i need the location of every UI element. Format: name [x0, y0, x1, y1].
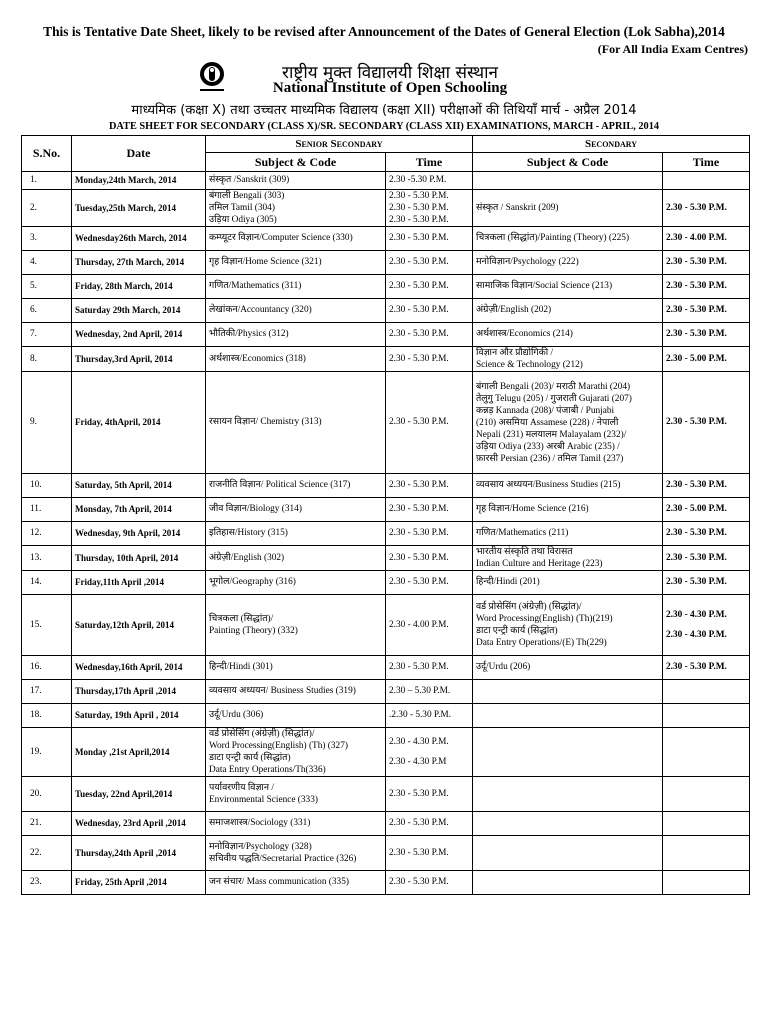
cell-sno: 14.	[22, 571, 72, 595]
cell-sno: 3.	[22, 227, 72, 251]
cell-sr-time-line: 2.30 - 5.30 P.M.	[389, 552, 449, 563]
cell-sr-subject-line: रसायन विज्ञान/ Chemistry (313)	[209, 417, 322, 427]
cell-sec-subject	[473, 595, 663, 656]
cell-sno: 20.	[22, 777, 72, 812]
cell-sr-time	[386, 323, 473, 347]
cell-date: Saturday, 5th April, 2014	[72, 474, 206, 498]
cell-sno: 6.	[22, 299, 72, 323]
cell-sr-time	[386, 299, 473, 323]
cell-sr-time-line: 2.30 - 5.30 P.M.	[389, 191, 449, 201]
cell-sr-subject-line: मनोविज्ञान/Psychology (328)	[209, 842, 312, 852]
cell-sec-subject-line: Science & Technology (212)	[476, 360, 583, 370]
cell-sr-time-line: 2.30 - 5.30 P.M.	[389, 417, 449, 427]
cell-sr-time	[386, 227, 473, 251]
cell-date: Wednesday, 23rd April ,2014	[72, 812, 206, 836]
cell-sec-time-line: 2.30 - 5.30 P.M.	[666, 305, 727, 315]
cell-sec-subject	[473, 812, 663, 836]
cell-sec-subject	[473, 522, 663, 546]
cell-sno: 11.	[22, 498, 72, 522]
table-row	[22, 275, 750, 299]
date-sheet-title: DATE SHEET FOR SECONDARY (CLASS X)/SR. SECONDARY (CLASS XII) EXAMINATIONS, MARCH - APRIL, 2014	[108, 121, 660, 132]
cell-sec-time	[663, 522, 750, 546]
header-sr-subject: Subject & Code	[206, 153, 386, 172]
cell-date: Saturday, 19th April , 2014	[72, 704, 206, 728]
cell-date: Wednesday, 9th April, 2014	[72, 522, 206, 546]
cell-sr-time	[386, 190, 473, 227]
cell-sec-time	[663, 571, 750, 595]
cell-sec-time-line: 2.30 - 4.00 P.M.	[666, 233, 727, 243]
cell-sno: 12.	[22, 522, 72, 546]
cell-date: Saturday 29th March, 2014	[72, 299, 206, 323]
cell-sr-subject	[206, 777, 386, 812]
cell-sr-subject-line: इतिहास/History (315)	[209, 528, 288, 538]
cell-sr-time-line: 2.30 - 5.30 P.M.	[389, 329, 449, 339]
cell-date: Friday, 28th March, 2014	[72, 275, 206, 299]
cell-date: Friday,11th April ,2014	[72, 571, 206, 595]
cell-sno: 13.	[22, 546, 72, 571]
table-row	[22, 172, 750, 190]
cell-sec-time	[663, 595, 750, 656]
cell-sec-time-line: 2.30 - 5.30 P.M.	[666, 257, 727, 267]
header-sec-subject: Subject & Code	[473, 153, 663, 172]
cell-sr-time	[386, 777, 473, 812]
cell-sec-time-line: 2.30 - 5.00 P.M.	[666, 353, 727, 364]
cell-sr-time	[386, 595, 473, 656]
cell-sr-subject	[206, 190, 386, 227]
cell-sec-time-line: 2.30 - 5.30 P.M.	[666, 417, 727, 427]
cell-sec-time	[663, 299, 750, 323]
cell-sec-subject	[473, 227, 663, 251]
cell-sr-time-line: 2.30 - 4.30 P.M.	[389, 737, 449, 747]
cell-sec-time-line: 2.30 - 5.30 P.M.	[666, 480, 727, 490]
cell-sec-time-line: 2.30 - 5.30 P.M.	[666, 202, 727, 213]
cell-sr-subject-line: बंगाली Bengali (303)	[209, 191, 285, 201]
cell-sec-subject-line: चित्रकला (सिद्धांत)/Painting (Theory) (225)	[476, 233, 630, 243]
cell-date: Tuesday, 22nd April,2014	[72, 777, 206, 812]
cell-sec-subject	[473, 777, 663, 812]
cell-sec-time-line: 2.30 - 5.30 P.M.	[666, 662, 727, 672]
cell-sec-time	[663, 812, 750, 836]
cell-sr-subject-line: Painting (Theory) (332)	[209, 626, 298, 636]
cell-sec-subject-line: विज्ञान और प्रौद्योगिकी /	[476, 348, 554, 358]
table-row	[22, 372, 750, 474]
cell-sec-time	[663, 656, 750, 680]
cell-sr-subject-line: संस्कृत /Sanskrit (309)	[209, 175, 290, 185]
cell-sec-time	[663, 190, 750, 227]
table-row	[22, 498, 750, 522]
table-row	[22, 227, 750, 251]
table-row	[22, 871, 750, 895]
cell-sr-time	[386, 347, 473, 372]
cell-sec-time	[663, 172, 750, 190]
cell-sr-subject	[206, 728, 386, 777]
cell-sr-subject-line: जीव विज्ञान/Biology (314)	[209, 504, 302, 514]
cell-sr-subject-line: पर्यावरणीय विज्ञान /	[209, 783, 274, 793]
cell-sr-subject	[206, 522, 386, 546]
cell-sr-subject	[206, 704, 386, 728]
table-row	[22, 812, 750, 836]
cell-sr-subject-line: लेखांकन/Accountancy (320)	[209, 305, 312, 315]
cell-sec-subject	[473, 372, 663, 474]
cell-sec-time	[663, 474, 750, 498]
cell-sec-subject-line: अंग्रेज़ी/English (202)	[476, 305, 552, 315]
table-row	[22, 571, 750, 595]
cell-sec-subject	[473, 498, 663, 522]
cell-sno: 18.	[22, 704, 72, 728]
cell-sno: 8.	[22, 347, 72, 372]
cell-date: Thursday,17th April ,2014	[72, 680, 206, 704]
cell-sec-time	[663, 275, 750, 299]
cell-sr-time-line: 2.30 - 5.30 P.M.	[389, 577, 449, 587]
cell-sr-subject	[206, 323, 386, 347]
cell-sr-subject-line: जन संचार/ Mass communication (335)	[209, 877, 349, 887]
cell-sr-time-line: 2.30 -5.30 P.M.	[389, 175, 447, 185]
cell-sec-subject-line: अर्थशास्त्र/Economics (214)	[476, 329, 573, 339]
cell-sr-subject	[206, 227, 386, 251]
cell-sr-subject-line: भौतिकी/Physics (312)	[209, 329, 289, 339]
cell-sno: 10.	[22, 474, 72, 498]
cell-sr-subject-line: भूगोल/Geography (316)	[209, 577, 296, 587]
cell-sec-subject	[473, 474, 663, 498]
cell-sec-subject-line: Indian Culture and Heritage (223)	[476, 559, 603, 569]
cell-sec-subject	[473, 275, 663, 299]
cell-sr-subject-line: उर्दू/Urdu (306)	[209, 710, 264, 720]
cell-sr-subject-line: Environmental Science (333)	[209, 795, 318, 805]
cell-sec-time	[663, 777, 750, 812]
cell-sr-time	[386, 275, 473, 299]
cell-sec-time-line: 2.30 - 5.30 P.M.	[666, 329, 727, 339]
cell-date: Thursday,3rd April, 2014	[72, 347, 206, 372]
cell-sr-time	[386, 680, 473, 704]
cell-sr-subject	[206, 251, 386, 275]
cell-sr-time	[386, 498, 473, 522]
cell-sr-subject-line: व्यवसाय अध्ययन/ Business Studies (319)	[209, 686, 356, 696]
cell-sec-subject-line: भारतीय संस्कृति तथा विरासत	[476, 547, 573, 557]
cell-sr-time-line: 2.30 - 4.00 P.M.	[389, 619, 449, 630]
cell-sec-time-line: 2.30 - 5.30 P.M.	[666, 281, 727, 291]
cell-sec-time	[663, 871, 750, 895]
header-date: Date	[72, 136, 206, 172]
cell-sec-subject-line: मनोविज्ञान/Psychology (222)	[476, 257, 579, 267]
cell-sr-subject-line: वर्ड प्रोसेसिंग (अंग्रेज़ी) (सिद्धांत)/	[209, 729, 315, 739]
cell-sr-time-line: 2.30 - 5.30 P.M.	[389, 877, 449, 887]
cell-sno: 9.	[22, 372, 72, 474]
cell-sec-time-line: 2.30 - 4.30 P.M.	[666, 630, 727, 640]
cell-sec-time-line: 2.30 - 4.30 P.M.	[666, 610, 727, 620]
cell-sr-time-line: 2.30 - 5.30 P.M.	[389, 257, 449, 267]
cell-sec-subject-line: उड़िया Odiya (233) अरबी Arabic (235) /	[476, 441, 620, 452]
cell-sr-time-line: 2.30 - 5.30 P.M.	[389, 528, 449, 538]
cell-sec-subject	[473, 656, 663, 680]
cell-sr-time	[386, 251, 473, 275]
cell-sr-time-line: 2.30 - 4.30 P.M	[389, 757, 447, 767]
cell-sr-time	[386, 571, 473, 595]
cell-sec-subject	[473, 190, 663, 227]
cell-sr-time-line: 2.30 - 5.30 P.M.	[389, 847, 449, 858]
cell-sr-time	[386, 372, 473, 474]
table-row	[22, 347, 750, 372]
cell-sno: 5.	[22, 275, 72, 299]
cell-sec-subject-line: सामाजिक विज्ञान/Social Science (213)	[476, 281, 613, 291]
cell-sr-time	[386, 474, 473, 498]
cell-sec-subject	[473, 728, 663, 777]
cell-sno: 16.	[22, 656, 72, 680]
cell-sec-subject	[473, 251, 663, 275]
header-senior-secondary: Senior Secondary	[206, 136, 473, 153]
cell-sr-subject	[206, 498, 386, 522]
cell-sno: 21.	[22, 812, 72, 836]
cell-sr-time-line: 2.30 - 5.30 P.M.	[389, 662, 449, 672]
cell-sec-subject-line: Data Entry Operations/(E) Th(229)	[476, 638, 607, 648]
cell-sno: 15.	[22, 595, 72, 656]
cell-sec-subject-line: कन्नड़ Kannada (208)/ पंजाबी / Punjabi	[476, 405, 615, 416]
cell-sec-subject-line: Word Processing(English) (Th)(219)	[476, 614, 613, 624]
table-row	[22, 546, 750, 571]
cell-sec-time	[663, 836, 750, 871]
cell-date: Wednesday,16th April, 2014	[72, 656, 206, 680]
cell-sr-subject	[206, 871, 386, 895]
exam-dates-hindi: माध्यमिक (कक्षा X) तथा उच्चतर माध्यमिक विद्यालय (कक्षा XII) परीक्षाओं की तिथियाँ मार्च - अप्रैल 2014	[131, 103, 637, 118]
cell-sec-subject-line: व्यवसाय अध्ययन/Business Studies (215)	[476, 480, 621, 490]
header-sr-time: Time	[386, 153, 473, 172]
cell-date: Thursday, 10th April, 2014	[72, 546, 206, 571]
cell-sec-subject-line: हिन्दी/Hindi (201)	[476, 577, 540, 587]
table-row	[22, 728, 750, 777]
cell-sr-subject	[206, 571, 386, 595]
cell-sec-subject	[473, 836, 663, 871]
cell-sr-time-line: 2.30 - 5.30 P.M.	[389, 353, 449, 364]
cell-sr-time-line: 2.30 – 5.30 P.M.	[389, 686, 451, 696]
cell-sec-subject	[473, 299, 663, 323]
cell-sr-subject-line: तमिल Tamil (304)	[209, 203, 275, 213]
cell-sec-time	[663, 704, 750, 728]
cell-sec-subject-line: Nepali (231) मलयालम Malayalam (232)/	[476, 429, 627, 440]
cell-sr-subject	[206, 836, 386, 871]
cell-date: Wednesday, 2nd April, 2014	[72, 323, 206, 347]
cell-sr-time	[386, 172, 473, 190]
cell-sno: 2.	[22, 190, 72, 227]
cell-sec-subject	[473, 323, 663, 347]
cell-sr-subject-line: कम्प्यूटर विज्ञान/Computer Science (330)	[209, 233, 353, 243]
cell-sr-subject	[206, 372, 386, 474]
cell-sr-subject-line: डाटा एन्ट्री कार्य (सिद्धांत)	[209, 753, 291, 763]
cell-sr-time-line: .2.30 - 5.30 P.M.	[389, 710, 451, 720]
cell-sr-subject	[206, 299, 386, 323]
cell-sr-time	[386, 656, 473, 680]
cell-date: Thursday,24th April ,2014	[72, 836, 206, 871]
header-sno: S.No.	[22, 136, 72, 172]
cell-sr-subject-line: गणित/Mathematics (311)	[209, 281, 302, 291]
cell-sec-subject-line: तेलुगु Telugu (205) / गुजराती Gujarati (207)	[476, 393, 632, 404]
cell-sr-subject-line: अंग्रेज़ी/English (302)	[209, 552, 285, 563]
tentative-notice: This is Tentative Date Sheet, likely to be revised after Announcement of the Dates of General Election (Lok Sabha),2014	[43, 24, 725, 39]
cell-sec-time	[663, 347, 750, 372]
table-row	[22, 522, 750, 546]
cell-sec-subject-line: उर्दू/Urdu (206)	[476, 662, 531, 672]
cell-sr-subject	[206, 172, 386, 190]
cell-sr-subject	[206, 680, 386, 704]
cell-sno: 4.	[22, 251, 72, 275]
cell-sr-subject	[206, 812, 386, 836]
table-row	[22, 299, 750, 323]
cell-sr-subject	[206, 595, 386, 656]
cell-date: Friday, 25th April ,2014	[72, 871, 206, 895]
cell-sr-time-line: 2.30 - 5.30 P.M.	[389, 203, 449, 213]
cell-date: Tuesday,25th March, 2014	[72, 190, 206, 227]
schedule-body	[22, 172, 750, 895]
cell-sec-time	[663, 546, 750, 571]
cell-sr-subject	[206, 656, 386, 680]
cell-sr-time-line: 2.30 - 5.30 P.M.	[389, 305, 449, 315]
cell-sec-time	[663, 498, 750, 522]
cell-sr-subject	[206, 474, 386, 498]
cell-sno: 1.	[22, 172, 72, 190]
cell-sec-subject-line: बंगाली Bengali (203)/ मराठी Marathi (204)	[476, 381, 631, 392]
cell-sr-time-line: 2.30 - 5.30 P.M.	[389, 480, 449, 490]
cell-sr-subject-line: समाजशास्त्र/Sociology (331)	[209, 818, 311, 828]
table-row	[22, 251, 750, 275]
cell-sno: 7.	[22, 323, 72, 347]
cell-sec-time-line: 2.30 - 5.30 P.M.	[666, 528, 727, 538]
cell-sno: 17.	[22, 680, 72, 704]
cell-sec-subject-line: (210) असमिया Assamese (228) / नेपाली	[476, 417, 619, 428]
exam-centres-note: (For All India Exam Centres)	[597, 42, 748, 56]
cell-sr-time-line: 2.30 - 5.30 P.M.	[389, 233, 449, 243]
cell-sec-subject	[473, 546, 663, 571]
cell-date: Monday,24th March, 2014	[72, 172, 206, 190]
cell-sr-subject	[206, 546, 386, 571]
cell-sec-subject-line: फ़ारसी Persian (236) / तमिल Tamil (237)	[476, 453, 624, 464]
cell-sno: 19.	[22, 728, 72, 777]
cell-date: Monsday, 7th April, 2014	[72, 498, 206, 522]
cell-sr-time	[386, 812, 473, 836]
cell-sr-time	[386, 546, 473, 571]
cell-sec-time	[663, 227, 750, 251]
cell-sec-subject-line: डाटा एन्ट्री कार्य (सिद्धांत)	[476, 626, 558, 636]
cell-sr-time	[386, 836, 473, 871]
cell-sr-time-line: 2.30 - 5.30 P.M.	[389, 281, 449, 291]
cell-sr-subject-line: अर्थशास्त्र/Economics (318)	[209, 353, 306, 364]
header-secondary: Secondary	[473, 136, 750, 153]
cell-sr-subject-line: Data Entry Operations/Th(336)	[209, 765, 326, 775]
cell-sr-subject-line: गृह विज्ञान/Home Science (321)	[209, 257, 322, 267]
cell-sno: 23.	[22, 871, 72, 895]
cell-sec-time-line: 2.30 - 5.30 P.M.	[666, 577, 727, 587]
cell-sno: 22.	[22, 836, 72, 871]
cell-sec-subject-line: वर्ड प्रोसेसिंग (अंग्रेज़ी) (सिद्धांत)/	[476, 602, 582, 612]
cell-sr-subject-line: राजनीति विज्ञान/ Political Science (317)	[209, 480, 351, 490]
cell-sec-subject	[473, 704, 663, 728]
cell-date: Saturday,12th April, 2014	[72, 595, 206, 656]
table-row	[22, 777, 750, 812]
table-row	[22, 836, 750, 871]
table-row	[22, 190, 750, 227]
table-row	[22, 680, 750, 704]
table-row	[22, 656, 750, 680]
cell-date: Thursday, 27th March, 2014	[72, 251, 206, 275]
cell-sr-time-line: 2.30 - 5.30 P.M.	[389, 818, 449, 828]
cell-sec-subject	[473, 871, 663, 895]
table-row	[22, 474, 750, 498]
institute-name-english: National Institute of Open Schooling	[272, 80, 508, 96]
cell-sr-subject	[206, 275, 386, 299]
cell-sec-subject	[473, 680, 663, 704]
cell-sr-time	[386, 728, 473, 777]
cell-sec-time	[663, 728, 750, 777]
cell-sr-subject-line: हिन्दी/Hindi (301)	[209, 662, 273, 672]
cell-sec-subject-line: गृह विज्ञान/Home Science (216)	[476, 504, 589, 514]
cell-sec-time	[663, 323, 750, 347]
table-row	[22, 323, 750, 347]
cell-sr-subject	[206, 347, 386, 372]
cell-sec-time-line: 2.30 - 5.30 P.M.	[666, 552, 727, 563]
exam-schedule-table	[21, 135, 750, 895]
table-row	[22, 595, 750, 656]
cell-sr-subject-line: सचिवीय पद्धति/Secretarial Practice (326)	[209, 854, 357, 864]
cell-sec-subject-line: गणित/Mathematics (211)	[476, 528, 569, 538]
cell-sr-subject-line: Word Processing(English) (Th) (327)	[209, 741, 348, 751]
cell-date: Friday, 4thApril, 2014	[72, 372, 206, 474]
table-row	[22, 704, 750, 728]
cell-sr-time-line: 2.30 - 5.30 P.M.	[389, 504, 449, 514]
cell-sec-subject-line: संस्कृत / Sanskrit (209)	[476, 202, 559, 213]
cell-sr-subject-line: चित्रकला (सिद्धांत)/	[209, 614, 274, 624]
cell-sec-subject	[473, 172, 663, 190]
cell-sr-time	[386, 871, 473, 895]
cell-sec-subject	[473, 571, 663, 595]
cell-sec-time-line: 2.30 - 5.00 P.M.	[666, 504, 727, 514]
cell-date: Monday ,21st April,2014	[72, 728, 206, 777]
cell-sec-time	[663, 251, 750, 275]
cell-sec-subject	[473, 347, 663, 372]
cell-sec-time	[663, 372, 750, 474]
cell-sr-time-line: 2.30 - 5.30 P.M.	[389, 788, 449, 799]
cell-sec-time	[663, 680, 750, 704]
cell-sr-time	[386, 522, 473, 546]
cell-date: Wednesday26th March, 2014	[72, 227, 206, 251]
institute-name-hindi: राष्ट्रीय मुक्त विद्यालयी शिक्षा संस्थान	[282, 63, 498, 83]
header-sec-time: Time	[663, 153, 750, 172]
cell-sr-subject-line: उड़िया Odiya (305)	[209, 215, 277, 225]
cell-sr-time	[386, 704, 473, 728]
cell-sr-time-line: 2.30 - 5.30 P.M.	[389, 215, 449, 225]
